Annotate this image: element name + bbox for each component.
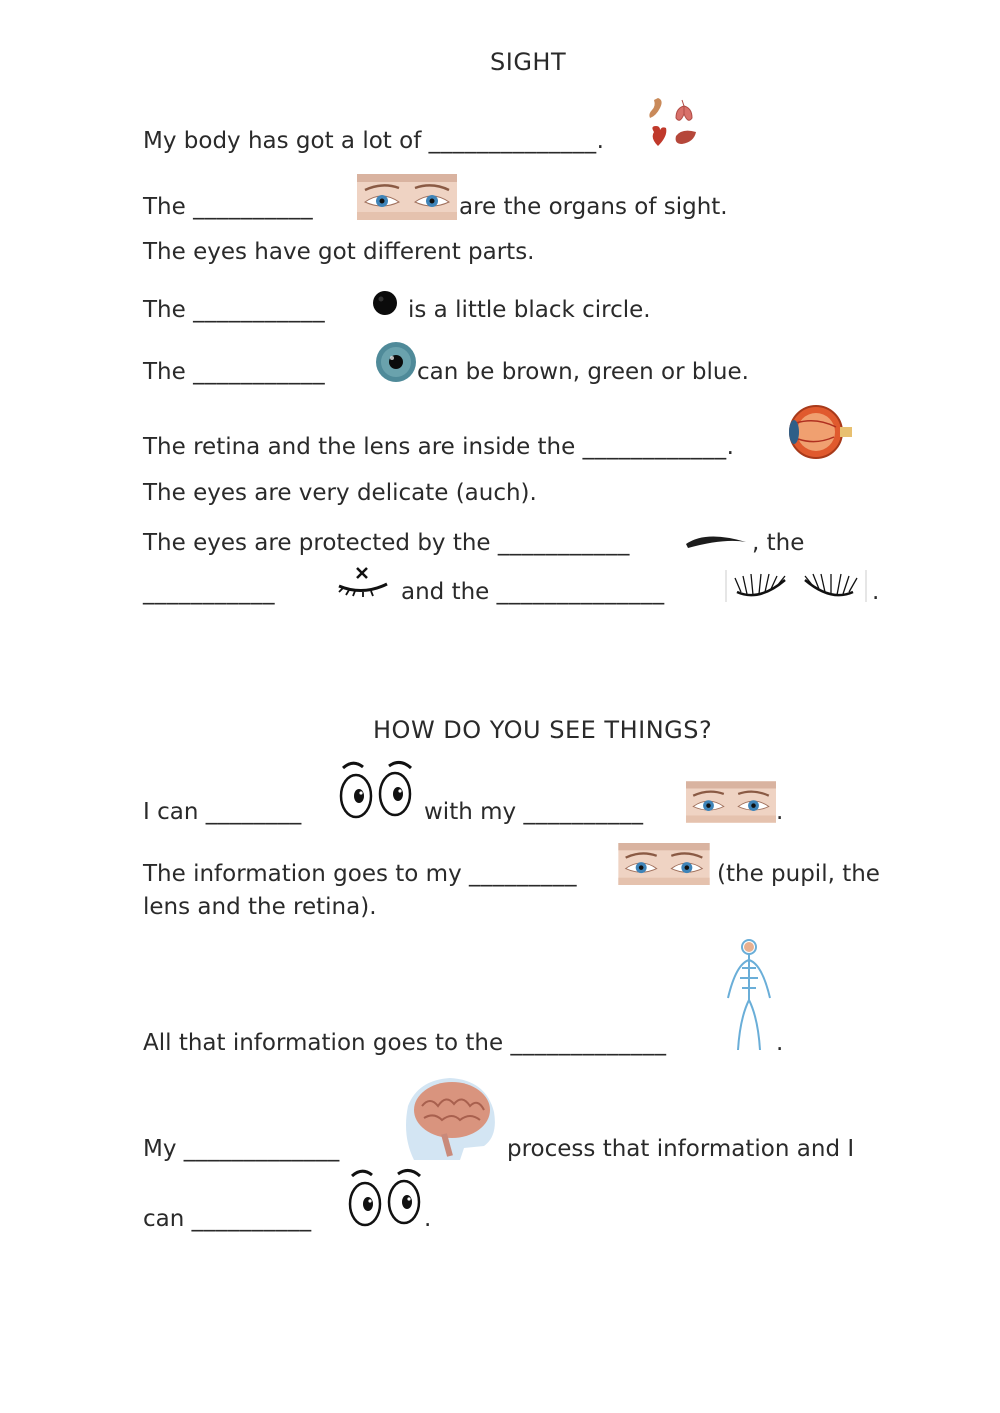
blank-nerves[interactable]: _____________	[510, 1030, 667, 1056]
nervous-system-icon	[722, 938, 776, 1054]
blank-information[interactable]: _________	[469, 861, 577, 887]
sentence-delicate: The eyes are very delicate (auch).	[143, 480, 537, 506]
blank-can-see[interactable]: __________	[191, 1206, 312, 1232]
blank-eyeball[interactable]: ____________.	[582, 434, 735, 460]
pupil-icon	[371, 289, 399, 317]
eyebrow-icon	[684, 530, 748, 550]
eyes-photo-icon	[357, 174, 457, 220]
sentence-information: The information goes to my _________	[143, 861, 577, 887]
information-paren: (the pupil, the	[717, 861, 880, 887]
sentence-protected: The eyes are protected by the ___________	[143, 530, 630, 556]
blank-eyes[interactable]: __________	[193, 194, 314, 220]
see-with-my: with my __________	[424, 799, 644, 825]
information-line2: lens and the retina).	[143, 894, 377, 920]
blank-eyelid[interactable]: ___________	[143, 579, 275, 605]
eyes-photo-icon	[618, 843, 710, 885]
eyelashes-icon	[725, 568, 868, 604]
cartoon-eyes-icon	[337, 758, 417, 820]
blank-eyebrow[interactable]: ___________	[497, 530, 630, 556]
sentence-iris: The ___________	[143, 359, 326, 385]
nerves-period: .	[776, 1030, 784, 1056]
sentence-pupil: The ___________	[143, 297, 326, 323]
sentence-brain: My _____________	[143, 1136, 340, 1162]
sentence-parts: The eyes have got different parts.	[143, 239, 535, 265]
brain-icon	[394, 1076, 500, 1160]
sentence-eyelid	[143, 579, 275, 605]
blank-pupil[interactable]: ___________	[193, 297, 326, 323]
sentence-eyes: The __________	[143, 194, 314, 220]
eyelid-icon	[335, 564, 391, 598]
iris-text: can be brown, green or blue.	[417, 359, 749, 385]
how-title: HOW DO YOU SEE THINGS?	[373, 716, 713, 744]
protected-the: , the	[752, 530, 805, 556]
eyeball-icon	[786, 403, 854, 461]
sentence-eyeball: The retina and the lens are inside the ____________.	[143, 434, 735, 460]
sentence-nerves: All that information goes to the _____________	[143, 1030, 667, 1056]
organs-icon	[646, 96, 702, 152]
iris-icon	[375, 341, 417, 383]
eyes-text: are the organs of sight.	[459, 194, 728, 220]
blank-organs[interactable]: ______________.	[428, 128, 605, 154]
pupil-text: is a little black circle.	[408, 297, 651, 323]
sentence-can-see: can __________	[143, 1206, 312, 1232]
sentence-see: I can ________	[143, 799, 302, 825]
sentence-organs: My body has got a lot of ______________.	[143, 128, 605, 154]
see-period: .	[776, 799, 784, 825]
can-see-period: .	[424, 1206, 432, 1232]
brain-text: process that information and I	[507, 1136, 855, 1162]
blank-brain[interactable]: _____________	[183, 1136, 340, 1162]
blank-see[interactable]: ________	[205, 799, 302, 825]
eyelid-and-the: and the ______________	[401, 579, 665, 605]
blank-eyelashes[interactable]: ______________	[496, 579, 665, 605]
blank-iris[interactable]: ___________	[193, 359, 326, 385]
sight-title: SIGHT	[490, 48, 567, 76]
eyelashes-period: .	[872, 579, 880, 605]
cartoon-eyes-icon	[346, 1166, 426, 1228]
eyes-photo-icon	[686, 781, 776, 823]
blank-with-my[interactable]: __________	[523, 799, 644, 825]
